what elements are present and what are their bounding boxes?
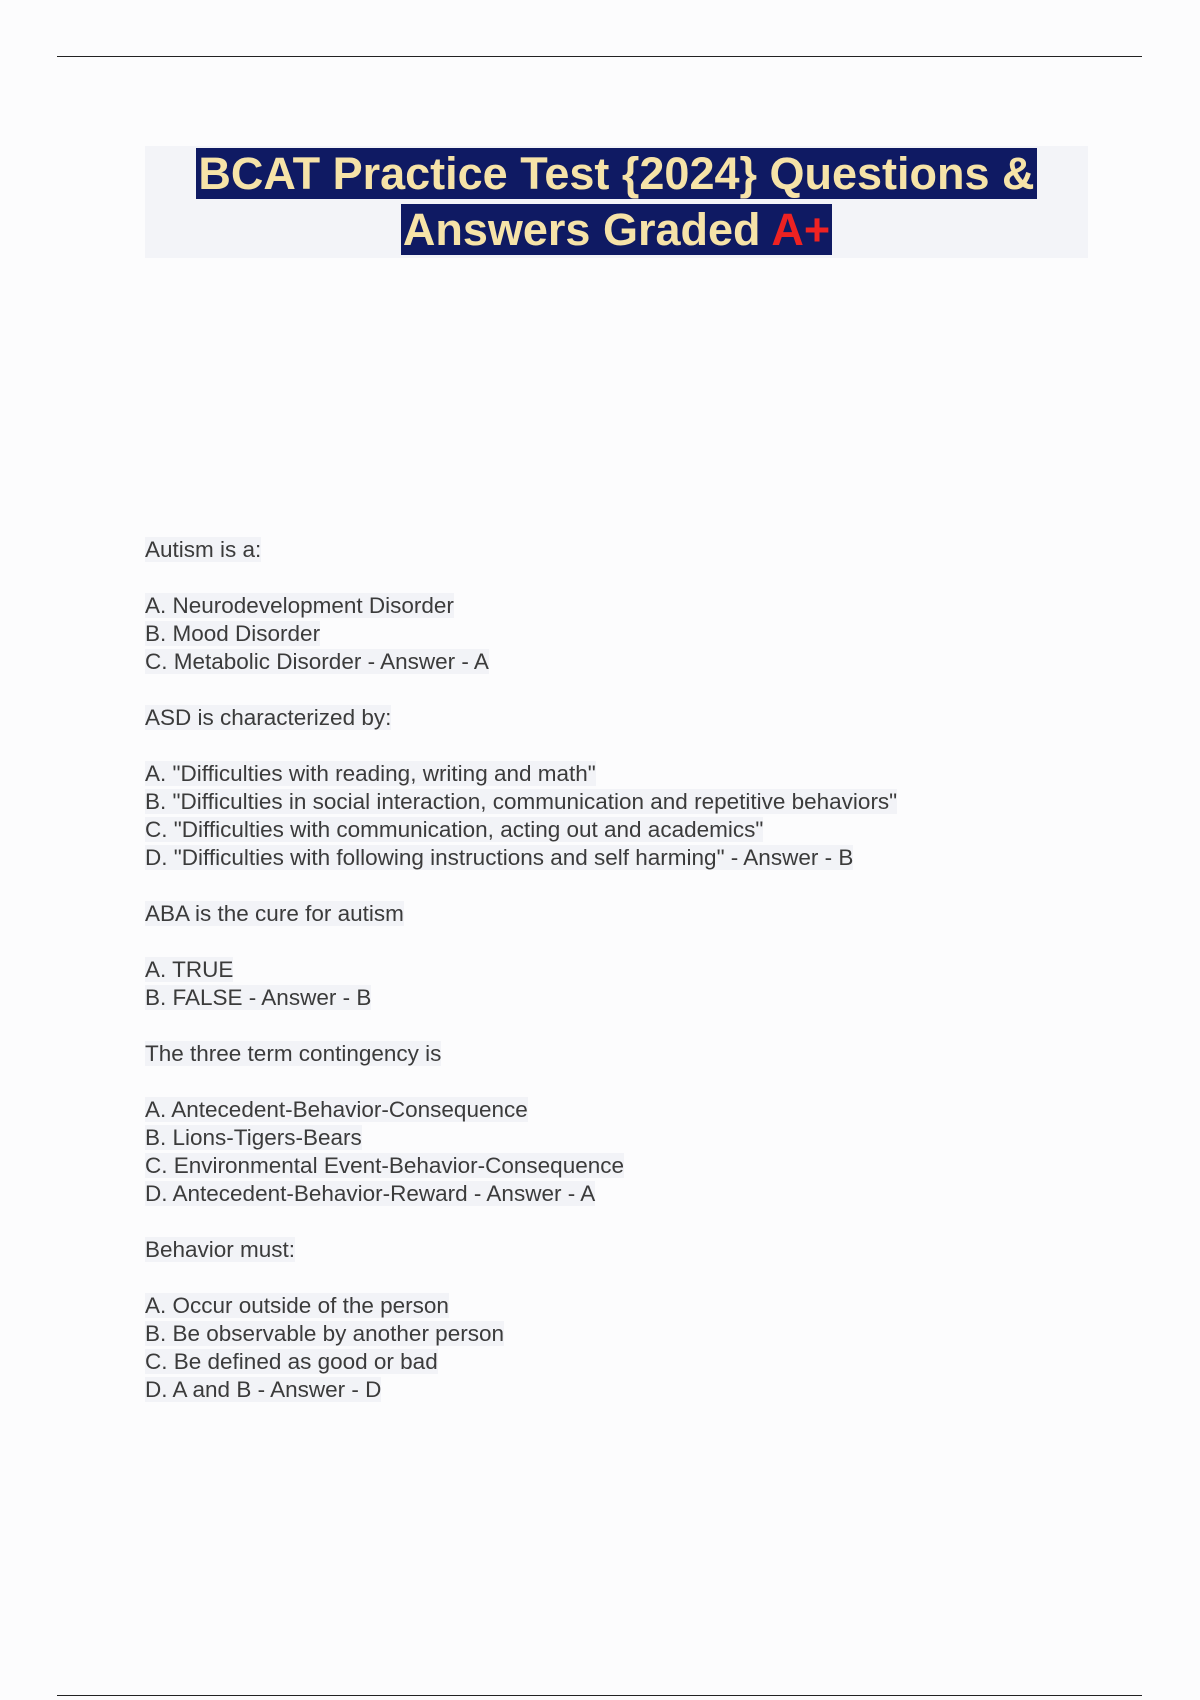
page-title xyxy=(145,146,1088,258)
question-text: Behavior must: xyxy=(145,1237,296,1262)
options-list xyxy=(145,592,1145,676)
options-list xyxy=(145,1096,1145,1208)
options-list xyxy=(145,956,1145,1012)
question-block-3 xyxy=(145,900,1145,1012)
question-text: The three term contingency is xyxy=(145,1041,442,1066)
option-item: A. TRUE xyxy=(145,957,234,982)
bottom-rule xyxy=(57,1695,1142,1696)
option-item: D. "Difficulties with following instructions and self harming" - Answer - B xyxy=(145,845,854,870)
option-item: A. Occur outside of the person xyxy=(145,1293,449,1318)
option-item: B. "Difficulties in social interaction, communication and repetitive behaviors" xyxy=(145,789,898,814)
option-item: A. Neurodevelopment Disorder xyxy=(145,593,454,618)
option-item: D. A and B - Answer - D xyxy=(145,1377,382,1402)
option-item: C. "Difficulties with communication, acting out and academics" xyxy=(145,817,764,842)
option-item: D. Antecedent-Behavior-Reward - Answer - A xyxy=(145,1181,596,1206)
title-line-1: BCAT Practice Test {2024} Questions & xyxy=(198,148,1035,199)
option-item: C. Environmental Event-Behavior-Consequence xyxy=(145,1153,625,1178)
option-item: A. Antecedent-Behavior-Consequence xyxy=(145,1097,528,1122)
option-item: B. Mood Disorder xyxy=(145,621,321,646)
question-block-2 xyxy=(145,704,1145,872)
question-block-5 xyxy=(145,1236,1145,1404)
question-text: ABA is the cure for autism xyxy=(145,901,404,926)
option-item: B. Lions-Tigers-Bears xyxy=(145,1125,362,1150)
option-item: B. Be observable by another person xyxy=(145,1321,504,1346)
question-text: Autism is a: xyxy=(145,537,262,562)
grade-badge: A+ xyxy=(771,204,831,255)
question-block-4 xyxy=(145,1040,1145,1208)
option-item: C. Be defined as good or bad xyxy=(145,1349,438,1374)
option-item: B. FALSE - Answer - B xyxy=(145,985,372,1010)
title-line-2-text: Answers Graded xyxy=(402,204,772,255)
question-text: ASD is characterized by: xyxy=(145,705,392,730)
title-banner xyxy=(145,146,1088,258)
top-rule xyxy=(57,56,1142,57)
question-list xyxy=(145,536,1145,1432)
option-item: C. Metabolic Disorder - Answer - A xyxy=(145,649,489,674)
option-item: A. "Difficulties with reading, writing and math" xyxy=(145,761,596,786)
options-list xyxy=(145,1292,1145,1404)
options-list xyxy=(145,760,1145,872)
title-line-2 xyxy=(401,204,832,255)
question-block-1 xyxy=(145,536,1145,676)
